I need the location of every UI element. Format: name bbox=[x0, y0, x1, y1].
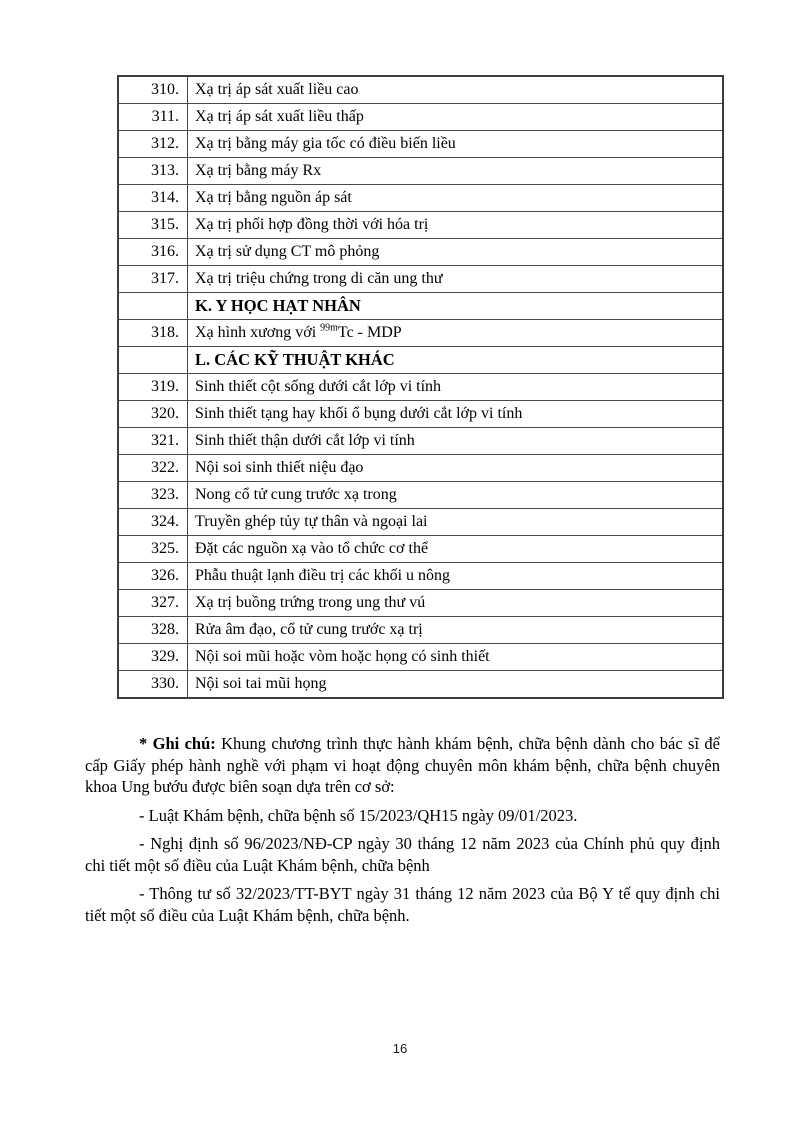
row-number-cell: 313. bbox=[118, 158, 188, 185]
row-number-cell: 330. bbox=[118, 671, 188, 699]
row-number-cell bbox=[118, 347, 188, 374]
row-number-cell: 310. bbox=[118, 76, 188, 104]
notes-section bbox=[85, 733, 720, 926]
table-row bbox=[118, 617, 723, 644]
table-row bbox=[118, 158, 723, 185]
procedure-name-cell: Xạ trị triệu chứng trong di căn ung thư bbox=[188, 266, 724, 293]
note-intro-paragraph bbox=[85, 733, 720, 798]
table-row bbox=[118, 320, 723, 347]
procedure-name-cell: Nong cổ tử cung trước xạ trong bbox=[188, 482, 724, 509]
table-row bbox=[118, 374, 723, 401]
row-number-cell: 315. bbox=[118, 212, 188, 239]
note-intro-text: Khung chương trình thực hành khám bệnh, chữa bệnh dành cho bác sĩ để cấp Giấy phép hành nghề với phạm vi hoạt động chuyên môn khám bệnh, chữa bệnh chuyên khoa Ung bướu được biên soạn dựa trên cơ sở: bbox=[85, 734, 720, 796]
procedure-name-cell: Nội soi mũi hoặc vòm hoặc họng có sinh thiết bbox=[188, 644, 724, 671]
row-number-cell: 319. bbox=[118, 374, 188, 401]
table-row bbox=[118, 76, 723, 104]
procedure-name-cell: Xạ trị bằng máy gia tốc có điều biến liều bbox=[188, 131, 724, 158]
procedure-name-cell: Xạ trị áp sát xuất liều thấp bbox=[188, 104, 724, 131]
procedures-table-body bbox=[118, 76, 723, 698]
table-row bbox=[118, 644, 723, 671]
procedure-name-cell: Xạ trị bằng máy Rx bbox=[188, 158, 724, 185]
procedure-name-cell: Xạ trị buồng trứng trong ung thư vú bbox=[188, 590, 724, 617]
table-row bbox=[118, 671, 723, 699]
procedure-name-cell: Đặt các nguồn xạ vào tổ chức cơ thể bbox=[188, 536, 724, 563]
section-header-row bbox=[118, 293, 723, 320]
procedure-name-cell: Xạ trị sử dụng CT mô phỏng bbox=[188, 239, 724, 266]
row-number-cell: 326. bbox=[118, 563, 188, 590]
row-number-cell: 318. bbox=[118, 320, 188, 347]
row-number-cell bbox=[118, 293, 188, 320]
procedure-name-cell: Sinh thiết tạng hay khối ổ bụng dưới cắt lớp vi tính bbox=[188, 401, 724, 428]
procedure-name-cell: Sinh thiết thận dưới cắt lớp vi tính bbox=[188, 428, 724, 455]
table-row bbox=[118, 428, 723, 455]
row-number-cell: 314. bbox=[118, 185, 188, 212]
table-row bbox=[118, 104, 723, 131]
procedure-name-cell: Rửa âm đạo, cổ tử cung trước xạ trị bbox=[188, 617, 724, 644]
row-number-cell: 329. bbox=[118, 644, 188, 671]
note-item: - Thông tư số 32/2023/TT-BYT ngày 31 tháng 12 năm 2023 của Bộ Y tế quy định chi tiết một số điều của Luật Khám bệnh, chữa bệnh. bbox=[85, 884, 720, 925]
procedure-name-cell: Xạ hình xương với $^{99m}$Tc - MDP bbox=[188, 320, 724, 347]
note-item: - Nghị định số 96/2023/NĐ-CP ngày 30 tháng 12 năm 2023 của Chính phủ quy định chi tiết một số điều của Luật Khám bệnh, chữa bệnh bbox=[85, 834, 720, 875]
row-number-cell: 311. bbox=[118, 104, 188, 131]
row-number-cell: 324. bbox=[118, 509, 188, 536]
row-number-cell: 328. bbox=[118, 617, 188, 644]
table-row bbox=[118, 563, 723, 590]
row-number-cell: 323. bbox=[118, 482, 188, 509]
section-header-row bbox=[118, 347, 723, 374]
section-header-cell: K. Y HỌC HẠT NHÂN bbox=[188, 293, 724, 320]
row-number-cell: 322. bbox=[118, 455, 188, 482]
page-number: 16 bbox=[392, 1041, 408, 1056]
procedure-name-cell: Truyền ghép tủy tự thân và ngoại lai bbox=[188, 509, 724, 536]
procedure-name-cell: Sinh thiết cột sống dưới cắt lớp vi tính bbox=[188, 374, 724, 401]
table-row bbox=[118, 536, 723, 563]
procedure-name-cell: Phẫu thuật lạnh điều trị các khối u nông bbox=[188, 563, 724, 590]
table-row bbox=[118, 239, 723, 266]
row-number-cell: 317. bbox=[118, 266, 188, 293]
table-row bbox=[118, 266, 723, 293]
procedure-name-cell: Nội soi sinh thiết niệu đạo bbox=[188, 455, 724, 482]
note-item: - Luật Khám bệnh, chữa bệnh số 15/2023/QH15 ngày 09/01/2023. bbox=[139, 805, 578, 825]
section-header-cell: L. CÁC KỸ THUẬT KHÁC bbox=[188, 347, 724, 374]
procedure-name-cell: Xạ trị áp sát xuất liều cao bbox=[188, 76, 724, 104]
row-number-cell: 312. bbox=[118, 131, 188, 158]
table-row bbox=[118, 482, 723, 509]
note-label: * Ghi chú: bbox=[139, 734, 216, 753]
table-row bbox=[118, 131, 723, 158]
procedure-name-cell: Xạ trị phối hợp đồng thời với hóa trị bbox=[188, 212, 724, 239]
procedure-name-cell: Nội soi tai mũi họng bbox=[188, 671, 724, 699]
procedure-name-cell: Xạ trị bằng nguồn áp sát bbox=[188, 185, 724, 212]
table-row bbox=[118, 401, 723, 428]
table-row bbox=[118, 590, 723, 617]
procedures-table bbox=[117, 75, 724, 699]
table-row bbox=[118, 455, 723, 482]
row-number-cell: 325. bbox=[118, 536, 188, 563]
table-row bbox=[118, 509, 723, 536]
table-row bbox=[118, 212, 723, 239]
row-number-cell: 321. bbox=[118, 428, 188, 455]
row-number-cell: 316. bbox=[118, 239, 188, 266]
table-row bbox=[118, 185, 723, 212]
row-number-cell: 327. bbox=[118, 590, 188, 617]
isotope-superscript: 99m bbox=[320, 322, 338, 334]
row-number-cell: 320. bbox=[118, 401, 188, 428]
